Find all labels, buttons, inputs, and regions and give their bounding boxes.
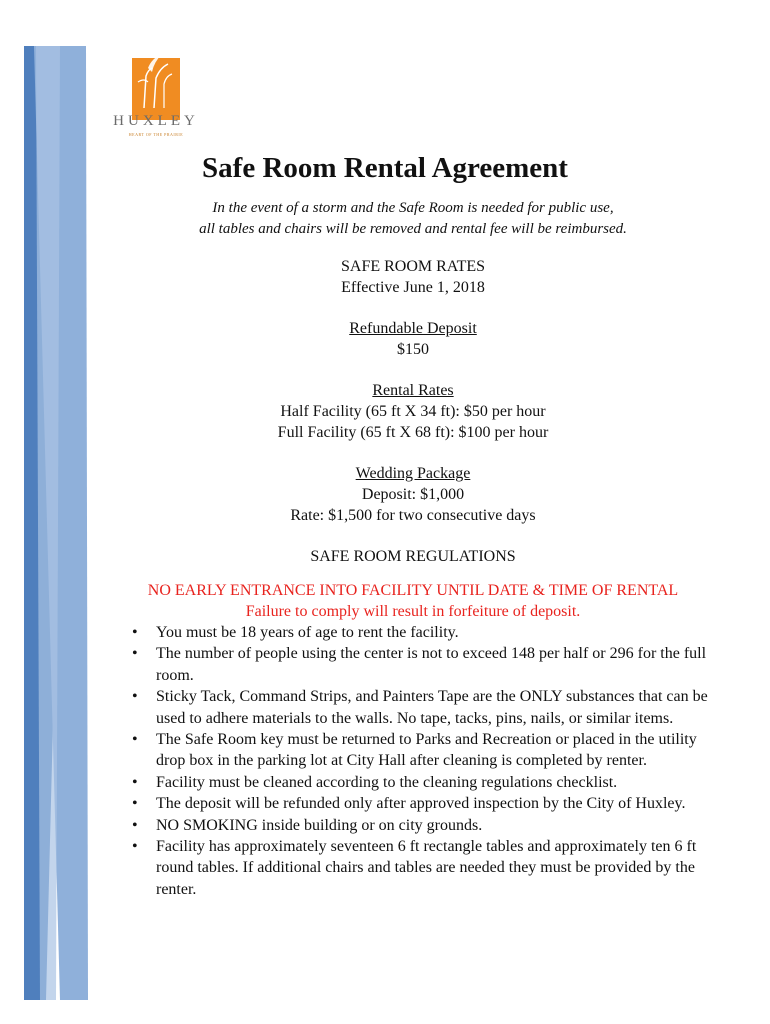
list-item-text: The number of people using the center is not to exceed 148 per half or 296 for the full room. — [156, 645, 707, 684]
page-title: Safe Room Rental Agreement — [202, 152, 568, 184]
list-item — [126, 836, 716, 900]
list-item — [126, 729, 716, 772]
wedding-deposit: Deposit: $1,000 — [361, 486, 465, 503]
list-item — [126, 643, 716, 686]
warning-line: NO EARLY ENTRANCE INTO FACILITY UNTIL DATE & TIME OF RENTAL — [147, 582, 679, 599]
regulations-heading: SAFE ROOM REGULATIONS — [310, 548, 516, 565]
rental-half: Half Facility (65 ft X 34 ft): $50 per hour — [280, 403, 546, 420]
list-item-text: NO SMOKING inside building or on city grounds. — [156, 816, 483, 834]
list-item — [126, 793, 716, 814]
deposit-amount: $150 — [397, 341, 429, 358]
rates-effective: Effective June 1, 2018 — [341, 279, 485, 296]
warning-subline: Failure to comply will result in forfeiture of deposit. — [245, 603, 581, 620]
bullet-icon: • — [132, 773, 138, 791]
logo-tagline: HEART OF THE PRAIRIE — [128, 132, 184, 137]
regulations-warning — [0, 580, 770, 622]
bullet-icon: • — [132, 838, 138, 856]
bullet-icon: • — [132, 816, 138, 834]
rental-heading: Rental Rates — [372, 382, 454, 399]
list-item — [126, 815, 716, 836]
wedding-block — [0, 463, 770, 526]
wedding-rate: Rate: $1,500 for two consecutive days — [290, 507, 536, 524]
intro-text — [0, 198, 770, 240]
list-item-text: The Safe Room key must be returned to Parks and Recreation or placed in the utility drop box in the parking lot at City Hall after cleaning is completed by renter. — [156, 731, 697, 770]
intro-line-2: all tables and chairs will be removed and rental fee will be reimbursed. — [199, 221, 627, 237]
bullet-icon: • — [132, 645, 138, 663]
bullet-icon: • — [132, 731, 138, 749]
bullet-icon: • — [132, 795, 138, 813]
rental-full: Full Facility (65 ft X 68 ft): $100 per hour — [277, 424, 549, 441]
wedding-heading: Wedding Package — [355, 465, 471, 482]
deposit-block — [0, 318, 770, 360]
rates-block — [0, 256, 770, 298]
bullet-icon: • — [132, 688, 138, 706]
list-item-text: Facility has approximately seventeen 6 ft rectangle tables and approximately ten 6 ft round tables. If additional chairs and tables are needed they must be provided by the renter. — [156, 838, 697, 898]
list-item-text: You must be 18 years of age to rent the facility. — [156, 624, 459, 641]
logo-wordmark: HUXLEY — [113, 113, 199, 129]
bullet-icon: • — [132, 624, 138, 641]
list-item — [126, 622, 716, 643]
list-item — [126, 686, 716, 729]
regulations-list — [126, 622, 716, 900]
rates-heading: SAFE ROOM RATES — [340, 258, 486, 275]
list-item-text: Sticky Tack, Command Strips, and Painters Tape are the ONLY substances that can be used to adhere materials to the walls. No tape, tacks, pins, nails, or similar items. — [156, 688, 708, 727]
list-item-text: The deposit will be refunded only after approved inspection by the City of Huxley. — [156, 795, 686, 813]
intro-line-1: In the event of a storm and the Safe Room is needed for public use, — [212, 200, 614, 216]
list-item — [126, 772, 716, 793]
rental-rates-block — [0, 380, 770, 443]
deposit-heading: Refundable Deposit — [349, 320, 477, 337]
list-item-text: Facility must be cleaned according to the cleaning regulations checklist. — [156, 773, 618, 791]
